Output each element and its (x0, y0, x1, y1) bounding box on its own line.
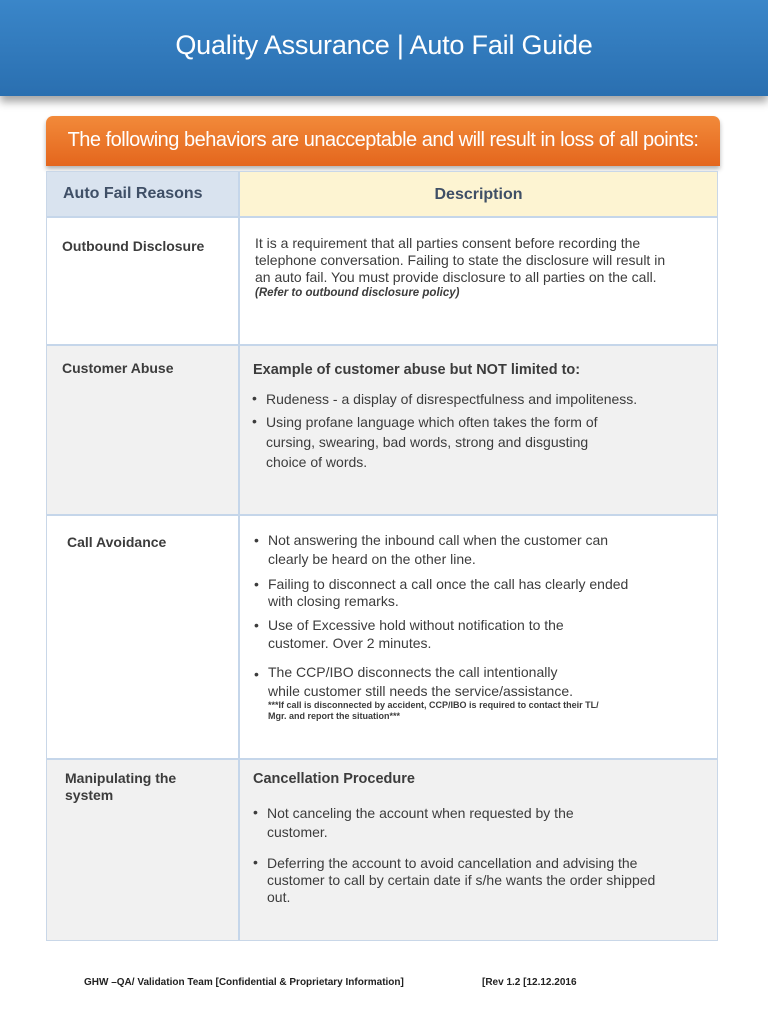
bullet-text: with closing remarks. (268, 593, 399, 609)
bullet-text: out. (267, 889, 291, 905)
bullet-text: Use of Excessive hold without notification to the (268, 617, 564, 633)
bullet-icon: • (254, 617, 259, 633)
bullet-text: clearly be heard on the other line. (268, 551, 476, 567)
cancellation-procedure-title: Cancellation Procedure (253, 771, 415, 787)
auto-fail-table (46, 171, 718, 941)
bullet-text: choice of words. (266, 454, 368, 470)
reason-manipulating-system: system (65, 787, 114, 803)
bullet-text: Using profane language which often takes the form of (266, 414, 598, 430)
bullet-text: Not answering the inbound call when the customer can (268, 532, 609, 548)
bullet-text: Failing to disconnect a call once the call has clearly ended (268, 576, 629, 592)
header-cell-description (240, 172, 717, 218)
table-row-description (240, 218, 717, 346)
table-row-description (240, 760, 717, 940)
bullet-icon: • (252, 413, 257, 429)
bullet-icon: • (254, 532, 259, 548)
bullet-icon: • (254, 576, 259, 592)
bullet-text: Deferring the account to avoid cancellation and advising the (267, 855, 638, 871)
bullet-text: Rudeness - a display of disrespectfulness and impoliteness. (266, 391, 638, 407)
bullet-text: while customer still needs the service/assistance. (268, 683, 574, 699)
reason-outbound-disclosure: Outbound Disclosure (62, 238, 205, 254)
policy-reference-note: (Refer to outbound disclosure policy) (255, 287, 460, 299)
table-row-reason (47, 760, 240, 940)
header-description-label: Description (434, 186, 523, 203)
bullet-text: Not canceling the account when requested by the (267, 805, 574, 821)
reason-call-avoidance: Call Avoidance (67, 534, 167, 550)
bullet-icon: • (253, 804, 258, 820)
page-header (0, 0, 768, 96)
reason-customer-abuse: Customer Abuse (62, 360, 174, 376)
bullet-icon: • (252, 390, 257, 406)
footer-confidential: GHW –QA/ Validation Team [Confidential & Proprietary Information] (84, 977, 404, 988)
header-cell-reasons (47, 172, 240, 218)
description-line: an auto fail. You must provide disclosure to all parties on the call. (255, 269, 657, 285)
footer-revision: [Rev 1.2 [12.12.2016 (482, 977, 577, 988)
bullet-text: customer. (267, 824, 328, 840)
bullet-icon: • (253, 854, 258, 870)
bullet-text: customer. Over 2 minutes. (268, 635, 432, 651)
page-title: Quality Assurance | Auto Fail Guide (175, 30, 593, 60)
table-row-reason (47, 516, 240, 760)
table-row-description (240, 516, 717, 760)
reason-manipulating-system: Manipulating the (65, 770, 177, 786)
customer-abuse-intro: Example of customer abuse but NOT limited to: (253, 362, 581, 378)
warning-banner (46, 116, 720, 166)
description-line: It is a requirement that all parties consent before recording the (255, 235, 641, 251)
bullet-text: customer to call by certain date if s/he wants the order shipped (267, 872, 656, 888)
bullet-text: The CCP/IBO disconnects the call intentionally (268, 664, 558, 680)
accidental-disconnect-note: Mgr. and report the situation*** (268, 711, 401, 721)
header-reasons-label: Auto Fail Reasons (63, 185, 203, 202)
table-row-description (240, 346, 717, 516)
description-line: telephone conversation. Failing to state the disclosure will result in (255, 252, 666, 268)
bullet-icon: • (254, 666, 259, 682)
accidental-disconnect-note: ***If call is disconnected by accident, CCP/IBO is required to contact their TL/ (268, 700, 599, 710)
table-row-reason (47, 218, 240, 346)
bullet-text: cursing, swearing, bad words, strong and disgusting (266, 434, 589, 450)
banner-text: The following behaviors are unacceptable and will result in loss of all points: (67, 129, 699, 151)
table-row-reason (47, 346, 240, 516)
